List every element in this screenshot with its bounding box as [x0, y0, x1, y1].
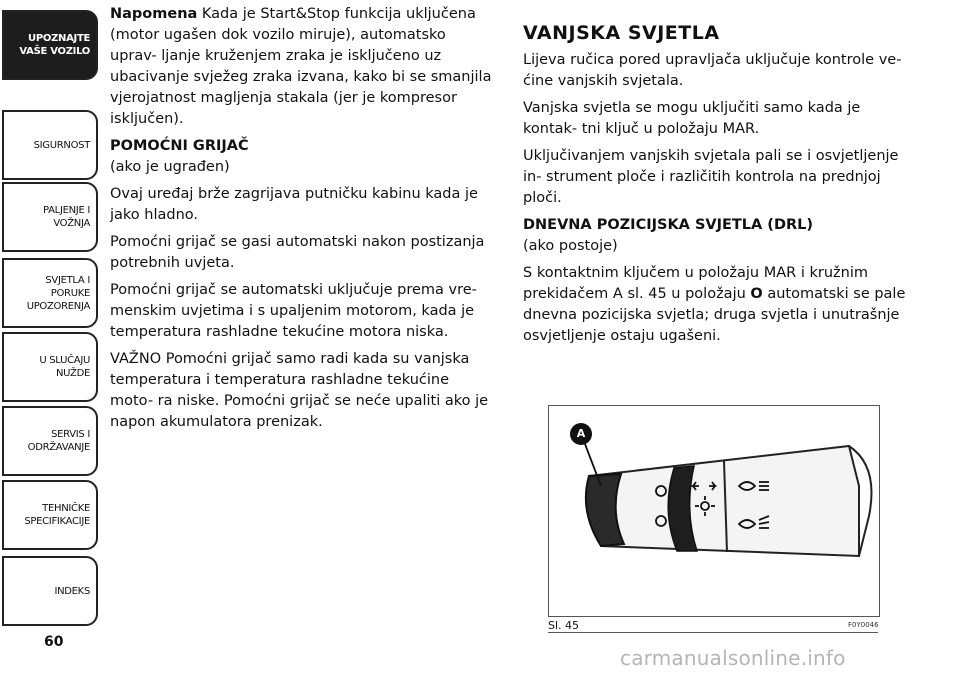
tab-sigurnost[interactable] — [2, 110, 98, 180]
light-stalk-illustration — [549, 406, 879, 616]
section-heading-drl: DNEVNA POZICIJSKA SVJETLA (DRL) — [523, 217, 814, 233]
tab-servis-i-odrzavanje[interactable] — [2, 406, 98, 476]
figure-caption: Sl. 45 — [548, 619, 580, 632]
paragraph: Pomoćni grijač se automatski uključuje prema vre- menskim uvjetima i s upaljenim motorom, kada je temperatura rashladne tekućine motora niska. — [110, 282, 477, 340]
main-heading-vanjska-svjetla: VANJSKA SVJETLA — [523, 22, 720, 44]
paragraph: S kontaktnim ključem u položaju MAR i kružnim prekidačem A sl. 45 u položaju O automatski se pale dnevna pozicijska svjetla; druga svjetla i unutrašnje osvjetljenje ostaju ugašeni. — [523, 265, 906, 344]
section-subheading: (ako postoje) — [523, 238, 618, 254]
tab-label-line1: U SLUČAJU — [39, 355, 90, 366]
tab-tehnicke-specifikacije[interactable] — [2, 480, 98, 550]
section-subheading: (ako je ugrađen) — [110, 159, 230, 175]
paragraph: Pomoćni grijač se gasi automatski nakon postizanja potrebnih uvjeta. — [110, 234, 485, 271]
position-symbol-o: O — [750, 286, 763, 302]
tab-label-line2: SPECIFIKACIJE — [24, 516, 90, 527]
tab-label-line1: SVJETLA I PORUKE — [45, 274, 90, 299]
tab-label-line2: NUŽDE — [56, 368, 90, 379]
figure-code: F0Y0046 — [848, 621, 879, 629]
note-paragraph — [110, 4, 495, 130]
tab-u-slucaju-nuzde[interactable] — [2, 332, 98, 402]
paragraph: Ovaj uređaj brže zagrijava putničku kabinu kada je jako hladno. — [110, 186, 478, 223]
note-label: Napomena — [110, 6, 198, 22]
tab-label-line1: SERVIS I — [51, 429, 90, 440]
tab-upoznajte-vase-vozilo[interactable] — [2, 10, 98, 80]
tab-label-line1: INDEKS — [54, 585, 90, 597]
section-sidebar — [0, 0, 100, 677]
section-heading-pomocni-grijac: POMOĆNI GRIJAČ — [110, 138, 249, 154]
tab-indeks[interactable] — [2, 556, 98, 626]
tab-label-line1: SIGURNOST — [33, 139, 90, 151]
paragraph: Uključivanjem vanjskih svjetala pali se i osvjetljenje in- strument ploče i različitih kontrola na prednjoj ploči. — [523, 148, 899, 206]
note-text: Kada je Start&Stop funkcija uključena (motor ugašen dok vozilo miruje), automatsko uprav- ljanje kruženjem zraka je isključeno uz ubacivanje svježeg zraka izvana, kako bi se smanjila vjerojatnost magljenja stakala (jer je kompresor isključen). — [110, 6, 492, 127]
left-column — [110, 4, 495, 439]
paragraph: VAŽNO Pomoćni grijač samo radi kada su vanjska temperatura i temperatura rashladne tekućine moto- ra niske. Pomoćni grijač se neće upaliti ako je napon akumulatora prenizak. — [110, 351, 489, 430]
figure-label-a: A — [576, 427, 586, 440]
tab-label-line1: PALJENJE I — [43, 205, 90, 216]
tab-label-line2: VAŠE VOZILO — [19, 46, 90, 57]
right-column — [523, 50, 918, 353]
tab-label-line1: UPOZNAJTE — [28, 33, 90, 44]
tab-label-line2: ODRŽAVANJE — [27, 442, 90, 453]
tab-svjetla-i-poruke-upozorenja[interactable] — [2, 258, 98, 328]
figure-light-stalk — [548, 405, 880, 617]
figure-caption-rule — [548, 632, 878, 633]
tab-label-line1: TEHNIČKE — [42, 503, 90, 514]
page-number: 60 — [44, 634, 64, 650]
tab-label-line2: UPOZORENJA — [26, 300, 90, 312]
paragraph: Lijeva ručica pored upravljača uključuje kontrole ve- ćine vanjskih svjetala. — [523, 52, 902, 89]
tab-label-line2: VOŽNJA — [53, 218, 90, 229]
paragraph: Vanjska svjetla se mogu uključiti samo kada je kontak- tni ključ u položaju MAR. — [523, 100, 861, 137]
tab-paljenje-i-voznja[interactable] — [2, 182, 98, 252]
watermark: carmanualsonline.info — [620, 646, 846, 670]
